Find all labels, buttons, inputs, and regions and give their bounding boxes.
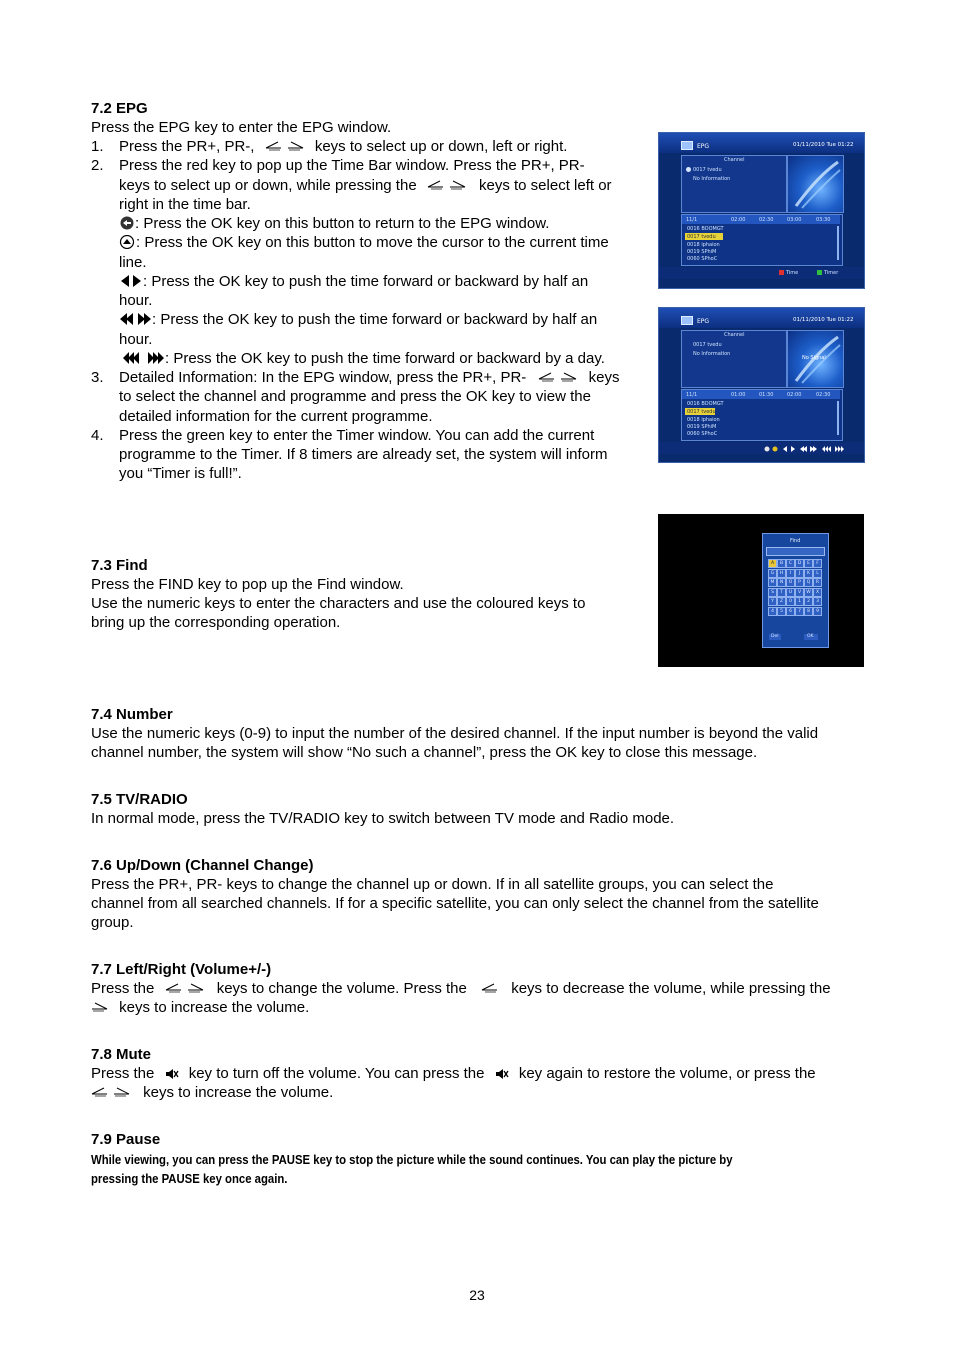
find-input[interactable] <box>766 547 825 556</box>
find-key[interactable]: L <box>813 569 822 578</box>
bullet-text: : Press the OK key to push the time forward or backward by half an <box>143 273 589 290</box>
section-7-5-title: 7.5 TV/RADIO <box>91 791 188 808</box>
epg-panel-label: Channel <box>724 332 745 338</box>
section-7-9-title: 7.9 Pause <box>91 1131 161 1148</box>
epg-screenshot-2 <box>658 307 865 463</box>
find-key[interactable]: I <box>786 569 795 578</box>
mute-icon <box>165 1068 179 1080</box>
epg-timebar-footer <box>659 442 864 454</box>
table-row: 0060 SPhoC <box>687 256 718 262</box>
left-right-keys-icon <box>427 179 469 191</box>
item-text: keys <box>588 369 620 386</box>
find-key[interactable]: N <box>777 578 786 587</box>
updown-line-1: Press the PR+, PR- keys to change the channel up or down. If in all satellite groups, you can select the <box>91 876 774 893</box>
epg-channel-name: 0017 tvedu <box>693 167 722 173</box>
mute-line-2 <box>91 1083 333 1102</box>
table-row: 0018 iphaion <box>687 242 720 248</box>
item-text: keys to select up or down, left or right. <box>314 138 568 155</box>
left-right-keys-icon <box>165 982 207 994</box>
no-signal-text: No Signal <box>802 355 826 361</box>
find-line-1: Press the FIND key to pop up the Find window. <box>91 576 404 593</box>
find-line-3: bring up the corresponding operation. <box>91 614 341 631</box>
epg-bullet-day <box>122 349 605 368</box>
find-key[interactable]: 0 <box>786 597 795 606</box>
item-text: keys to select left or <box>479 177 612 194</box>
time-label: 11/1 <box>686 217 698 223</box>
time-label: 02:30 <box>759 217 774 223</box>
table-row: 0019 SPhiM <box>687 249 717 255</box>
epg-item-3 <box>91 368 651 387</box>
find-line-2: Use the numeric keys to enter the characters and use the coloured keys to <box>91 595 586 612</box>
preview-swirl-icon <box>788 156 843 212</box>
bullet-text: : Press the OK key to push the time forward or backward by a day. <box>165 350 605 367</box>
epg-item-2-line3: right in the time bar. <box>119 196 251 213</box>
epg-bullet-halfhour-2-cont: hour. <box>119 331 153 348</box>
left-key-icon <box>481 982 499 994</box>
line-text: Press the <box>91 980 155 997</box>
section-7-4-title: 7.4 Number <box>91 706 173 723</box>
find-key[interactable]: G <box>768 569 777 578</box>
epg-channel-panel <box>681 330 787 388</box>
epg-panel-label: Channel <box>724 157 745 163</box>
current-time-button-icon <box>119 235 136 249</box>
find-key[interactable]: K <box>804 569 813 578</box>
section-7-7-title: 7.7 Left/Right (Volume+/-) <box>91 961 272 978</box>
find-key[interactable]: Q <box>804 578 813 587</box>
find-key[interactable]: Z <box>777 597 786 606</box>
find-screenshot <box>658 514 864 667</box>
item-number: 4. <box>91 427 104 444</box>
left-right-keys-icon <box>265 140 307 152</box>
section-7-3-title: 7.3 Find <box>91 557 148 574</box>
bullet-text: : Press the OK key on this button to move the cursor to the current time <box>136 234 609 251</box>
epg-info: No Information <box>693 176 731 182</box>
find-key[interactable]: 4 <box>768 607 777 616</box>
find-key[interactable]: 5 <box>777 607 786 616</box>
epg-item-3-line2: to select the channel and programme and press the OK key to view the <box>119 388 591 405</box>
right-key-icon <box>91 1001 109 1013</box>
epg-scrollbar[interactable] <box>837 226 839 260</box>
find-key[interactable]: A <box>768 559 777 568</box>
section-7-8-title: 7.8 Mute <box>91 1046 152 1063</box>
page-number: 23 <box>469 1287 485 1303</box>
epg-scrollbar[interactable] <box>837 401 839 435</box>
epg-bullet-halfhour-2 <box>119 310 597 329</box>
left-right-triangle-icon <box>119 274 143 288</box>
epg-title: EPG <box>697 318 710 325</box>
line-text: keys to increase the volume. <box>119 999 310 1016</box>
mute-icon <box>495 1068 509 1080</box>
find-key[interactable]: P <box>795 578 804 587</box>
find-key[interactable]: O <box>786 578 795 587</box>
time-label: 01:00 <box>731 392 746 398</box>
find-key[interactable]: Y <box>768 597 777 606</box>
time-label: 03:30 <box>816 217 831 223</box>
bullet-text: : Press the OK key to push the time forward or backward by half an <box>152 311 598 328</box>
find-ok-label: OK <box>807 634 814 639</box>
item-number: 3. <box>91 369 104 386</box>
epg-datetime: 01/11/2010 Tue 01:22 <box>793 142 854 148</box>
find-key[interactable]: H <box>777 569 786 578</box>
item-text: Press the green key to enter the Timer window. You can add the current <box>119 427 595 444</box>
epg-logo-icon <box>681 141 693 150</box>
left-right-keys-icon <box>91 1086 133 1098</box>
legend-time: Time <box>786 270 799 276</box>
dot-icon <box>686 167 691 172</box>
line-text: key again to restore the volume, or press the <box>518 1065 816 1082</box>
epg-item-2 <box>91 156 651 175</box>
pause-line-2: pressing the PAUSE key once again. <box>91 1171 288 1186</box>
epg-item-1 <box>91 137 651 156</box>
line-text: keys to increase the volume. <box>143 1084 334 1101</box>
epg-channel-panel <box>681 155 787 213</box>
pause-line-1: While viewing, you can press the PAUSE key to stop the picture while the sound continues. You can play the picture by <box>91 1152 733 1167</box>
updown-line-3: group. <box>91 914 134 931</box>
find-key[interactable]: T <box>777 588 786 597</box>
table-row: 0018 iphaion <box>687 417 720 423</box>
time-label: 02:00 <box>731 217 746 223</box>
line-text: keys to change the volume. Press the <box>216 980 467 997</box>
find-key[interactable]: D <box>795 559 804 568</box>
find-keyboard <box>768 559 824 631</box>
find-key[interactable]: 6 <box>786 607 795 616</box>
epg-preview-window <box>787 155 844 213</box>
red-key-icon <box>779 270 784 275</box>
find-key[interactable]: 3 <box>813 597 822 606</box>
find-key[interactable]: V <box>795 588 804 597</box>
item-text: Press the red key to pop up the Time Bar window. Press the PR+, PR- <box>119 157 585 174</box>
find-key[interactable]: 2 <box>804 597 813 606</box>
item-text: Press the PR+, PR-, <box>119 138 255 155</box>
green-key-icon <box>817 270 822 275</box>
leftright-line-1 <box>91 979 831 998</box>
find-key[interactable]: J <box>795 569 804 578</box>
time-label: 02:00 <box>787 392 802 398</box>
epg-bullet-halfhour-1 <box>119 272 588 291</box>
return-button-icon <box>119 216 135 230</box>
table-row: 0019 SPhiM <box>687 424 717 430</box>
tvradio-line-1: In normal mode, press the TV/RADIO key to switch between TV mode and Radio mode. <box>91 810 675 827</box>
epg-item-3-line3: detailed information for the current programme. <box>119 408 433 425</box>
epg-item-2-line2 <box>119 176 612 195</box>
find-key[interactable]: C <box>786 559 795 568</box>
table-row: 0016 BOOMGT <box>687 401 724 407</box>
item-number: 2. <box>91 157 104 174</box>
section-7-2-title: 7.2 EPG <box>91 100 148 117</box>
epg-datetime: 01/11/2010 Tue 01:22 <box>793 317 854 323</box>
epg-channel-name: 0017 tvedu <box>693 342 722 348</box>
bullet-text: : Press the OK key on this button to return to the EPG window. <box>135 215 550 232</box>
epg-info: No Information <box>693 351 731 357</box>
leftright-line-2 <box>91 998 309 1017</box>
line-text: keys to decrease the volume, while pressing the <box>511 980 831 997</box>
day-skip-icon <box>122 351 165 365</box>
table-row: 0016 BOOMGT <box>687 226 724 232</box>
find-key[interactable]: R <box>813 578 822 587</box>
epg-item-4-line3: you “Timer is full!”. <box>119 465 242 482</box>
table-row: 0017 tvedu <box>687 409 716 415</box>
find-key[interactable]: U <box>786 588 795 597</box>
epg-bullet-current <box>119 233 609 252</box>
timebar-controls-icon <box>659 443 864 455</box>
number-line-1: Use the numeric keys (0-9) to input the number of the desired channel. If the input number is beyond the valid <box>91 725 819 742</box>
epg-intro: Press the EPG key to enter the EPG window. <box>91 119 392 136</box>
find-key[interactable]: 7 <box>795 607 804 616</box>
number-line-2: channel number, the system will show “No such a channel”, press the OK key to close this message. <box>91 744 758 761</box>
find-cancel-label: Del <box>771 634 779 639</box>
table-row: 0017 tvedu <box>687 234 716 240</box>
find-key[interactable]: F <box>813 559 822 568</box>
find-key[interactable]: S <box>768 588 777 597</box>
line-text: Press the <box>91 1065 155 1082</box>
table-row: 0060 SPhoC <box>687 431 718 437</box>
find-title: Find <box>790 538 801 544</box>
time-label: 02:30 <box>816 392 831 398</box>
find-key[interactable]: B <box>777 559 786 568</box>
line-text: key to turn off the volume. You can press the <box>188 1065 485 1082</box>
mute-line-1 <box>91 1064 816 1083</box>
epg-bullet-halfhour-1-cont: hour. <box>119 292 153 309</box>
updown-line-2: channel from all searched channels. If for a specific satellite, you can only select the channel from the satellite <box>91 895 819 912</box>
find-key[interactable]: X <box>813 588 822 597</box>
time-label: 11/1 <box>686 392 698 398</box>
find-key[interactable]: W <box>804 588 813 597</box>
item-text: Detailed Information: In the EPG window, press the PR+, PR- <box>119 369 527 386</box>
find-key[interactable]: M <box>768 578 777 587</box>
find-key[interactable]: 9 <box>813 607 822 616</box>
epg-item-4-line2: programme to the Timer. If 8 timers are already set, the system will inform <box>119 446 608 463</box>
find-key[interactable]: E <box>804 559 813 568</box>
epg-bullet-return <box>119 214 549 233</box>
legend-timer: Timer <box>824 270 839 276</box>
item-text: keys to select up or down, while pressing the <box>119 177 417 194</box>
left-right-keys-icon <box>538 371 580 383</box>
find-key[interactable]: 1 <box>795 597 804 606</box>
item-number: 1. <box>91 138 104 155</box>
rewind-forward-icon <box>119 312 152 326</box>
time-label: 03:00 <box>787 217 802 223</box>
epg-screenshot-1 <box>658 132 865 289</box>
time-label: 01:30 <box>759 392 774 398</box>
section-7-6-title: 7.6 Up/Down (Channel Change) <box>91 857 314 874</box>
find-key[interactable]: 8 <box>804 607 813 616</box>
epg-title: EPG <box>697 143 710 150</box>
epg-bullet-current-cont: line. <box>119 254 147 271</box>
epg-item-4 <box>91 426 651 445</box>
epg-logo-icon <box>681 316 693 325</box>
